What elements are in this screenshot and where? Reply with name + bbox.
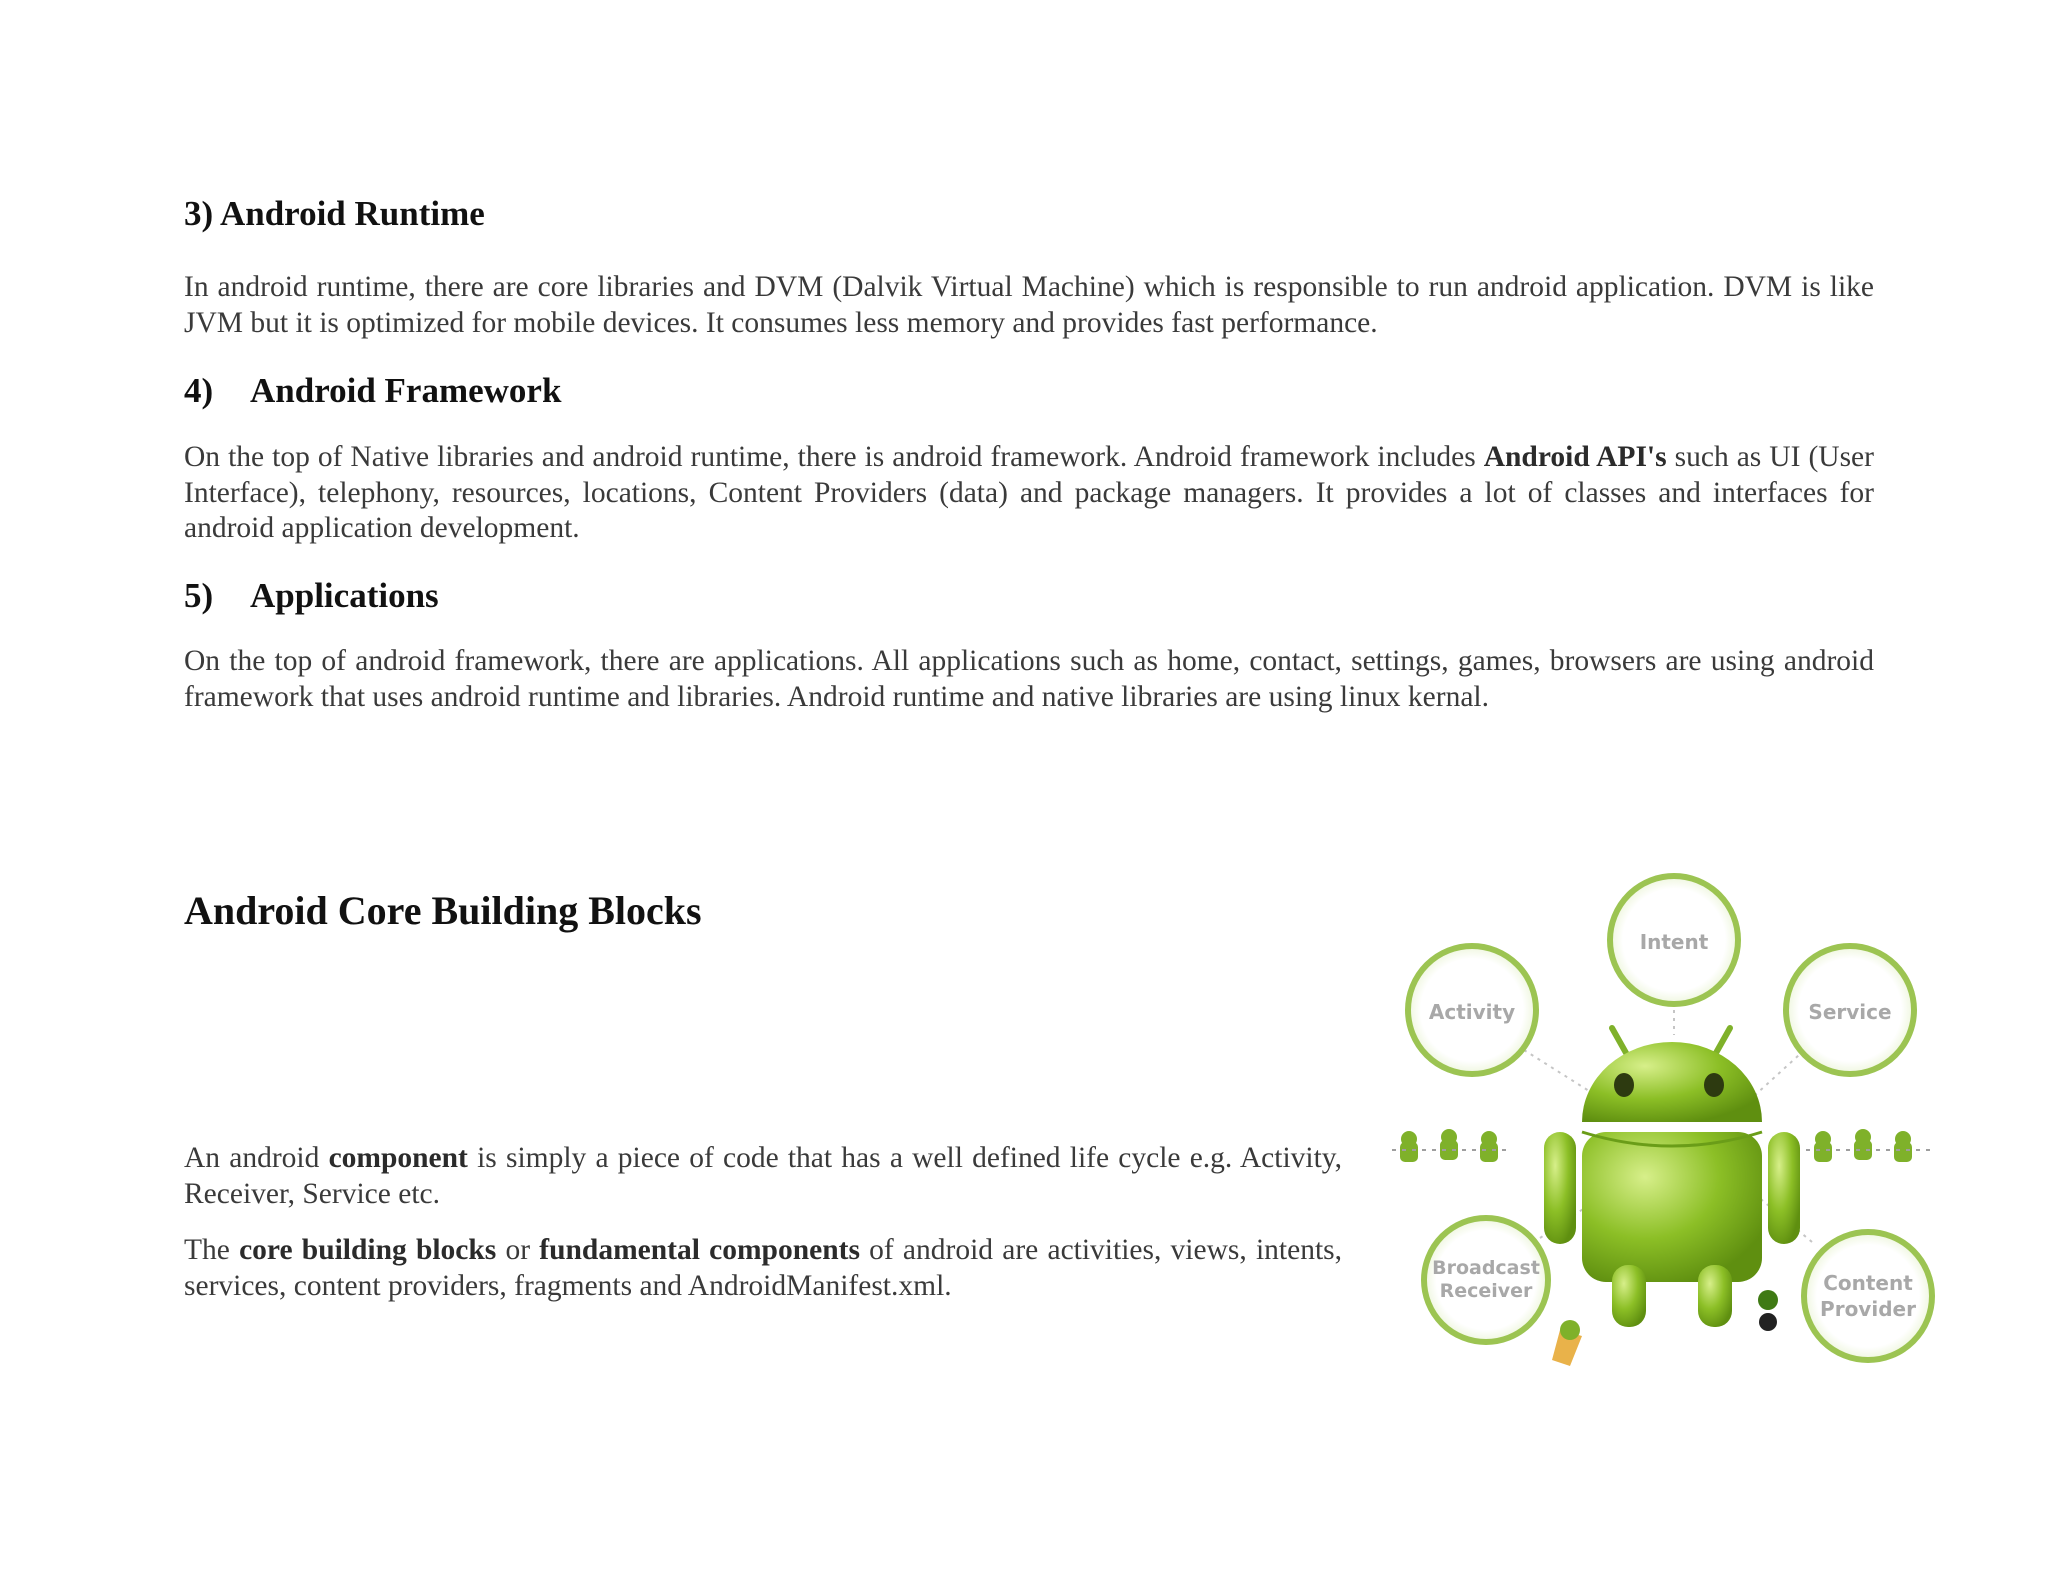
content-label-line1: Content: [1823, 1271, 1913, 1295]
heading-number: 5): [184, 576, 214, 615]
mini-robot-icon: [1392, 1129, 1512, 1162]
bold-text-android-apis: Android API's: [1483, 441, 1667, 473]
intent-label: Intent: [1639, 930, 1709, 954]
activity-circle: [1408, 946, 1536, 1074]
content-provider-circle: [1804, 1232, 1932, 1360]
heading-title: Android Framework: [250, 371, 562, 410]
broadcast-label-line1: Broadcast: [1432, 1257, 1540, 1279]
bold-text-core-building-blocks: core building blocks: [239, 1234, 497, 1266]
bomb-icon: [1758, 1290, 1778, 1331]
broadcast-receiver-circle: [1424, 1218, 1548, 1342]
paragraph-android-runtime: In android runtime, there are core libraries and DVM (Dalvik Virtual Machine) which is responsible to run android application. DVM is like JVM but it is optimized for mobile devices. It consumes less memory and provides fast performance.: [184, 271, 1874, 339]
android-robot-icon: [1544, 1028, 1800, 1327]
heading-android-runtime: 3) Android Runtime: [184, 194, 485, 233]
heading-core-building-blocks: Android Core Building Blocks: [184, 888, 702, 933]
content-label-line2: Provider: [1820, 1297, 1916, 1321]
heading-applications: [184, 576, 1874, 616]
heading-android-framework: [184, 371, 1874, 411]
paragraph-android-framework: [184, 440, 1874, 547]
paragraph-component: [184, 1141, 1342, 1212]
broadcast-label-line2: Receiver: [1439, 1280, 1533, 1302]
heading-number: 4): [184, 371, 214, 410]
activity-label: Activity: [1428, 1000, 1516, 1024]
service-circle: [1786, 946, 1914, 1074]
intent-circle: [1610, 876, 1738, 1004]
text-run: The: [184, 1234, 240, 1266]
bold-text-component: component: [328, 1142, 468, 1174]
text-run: An android: [184, 1142, 329, 1174]
paragraph-applications: On the top of android framework, there are applications. All applications such as home, contact, settings, games, browsers are using android framework that uses android runtime and libraries. Android runtime and native libraries are using linux kernal.: [184, 645, 1874, 713]
pencil-icon: [1552, 1320, 1582, 1366]
text-run: is simply a piece of code that has a well defined life cycle e.g. Activity, Receiver, Service etc.: [184, 1142, 1342, 1210]
bold-text-fundamental-components: fundamental components: [539, 1234, 860, 1266]
heading-title: Applications: [250, 576, 439, 615]
text-run: On the top of Native libraries and android runtime, there is android framework. Android framework includes: [184, 441, 1484, 473]
text-run: such as UI (User Interface), telephony, resources, locations, Content Providers (data) and package managers. It provides a lot of classes and interfaces for android application development.: [184, 441, 1874, 544]
mini-robot-icon: [1806, 1129, 1932, 1162]
android-components-diagram: [1392, 860, 1942, 1380]
paragraph-core-blocks: [184, 1233, 1342, 1304]
text-run: of android are activities, views, intents, services, content providers, fragments and AndroidManifest.xml.: [184, 1234, 1342, 1302]
text-run: or: [496, 1234, 540, 1266]
service-label: Service: [1808, 1000, 1892, 1024]
